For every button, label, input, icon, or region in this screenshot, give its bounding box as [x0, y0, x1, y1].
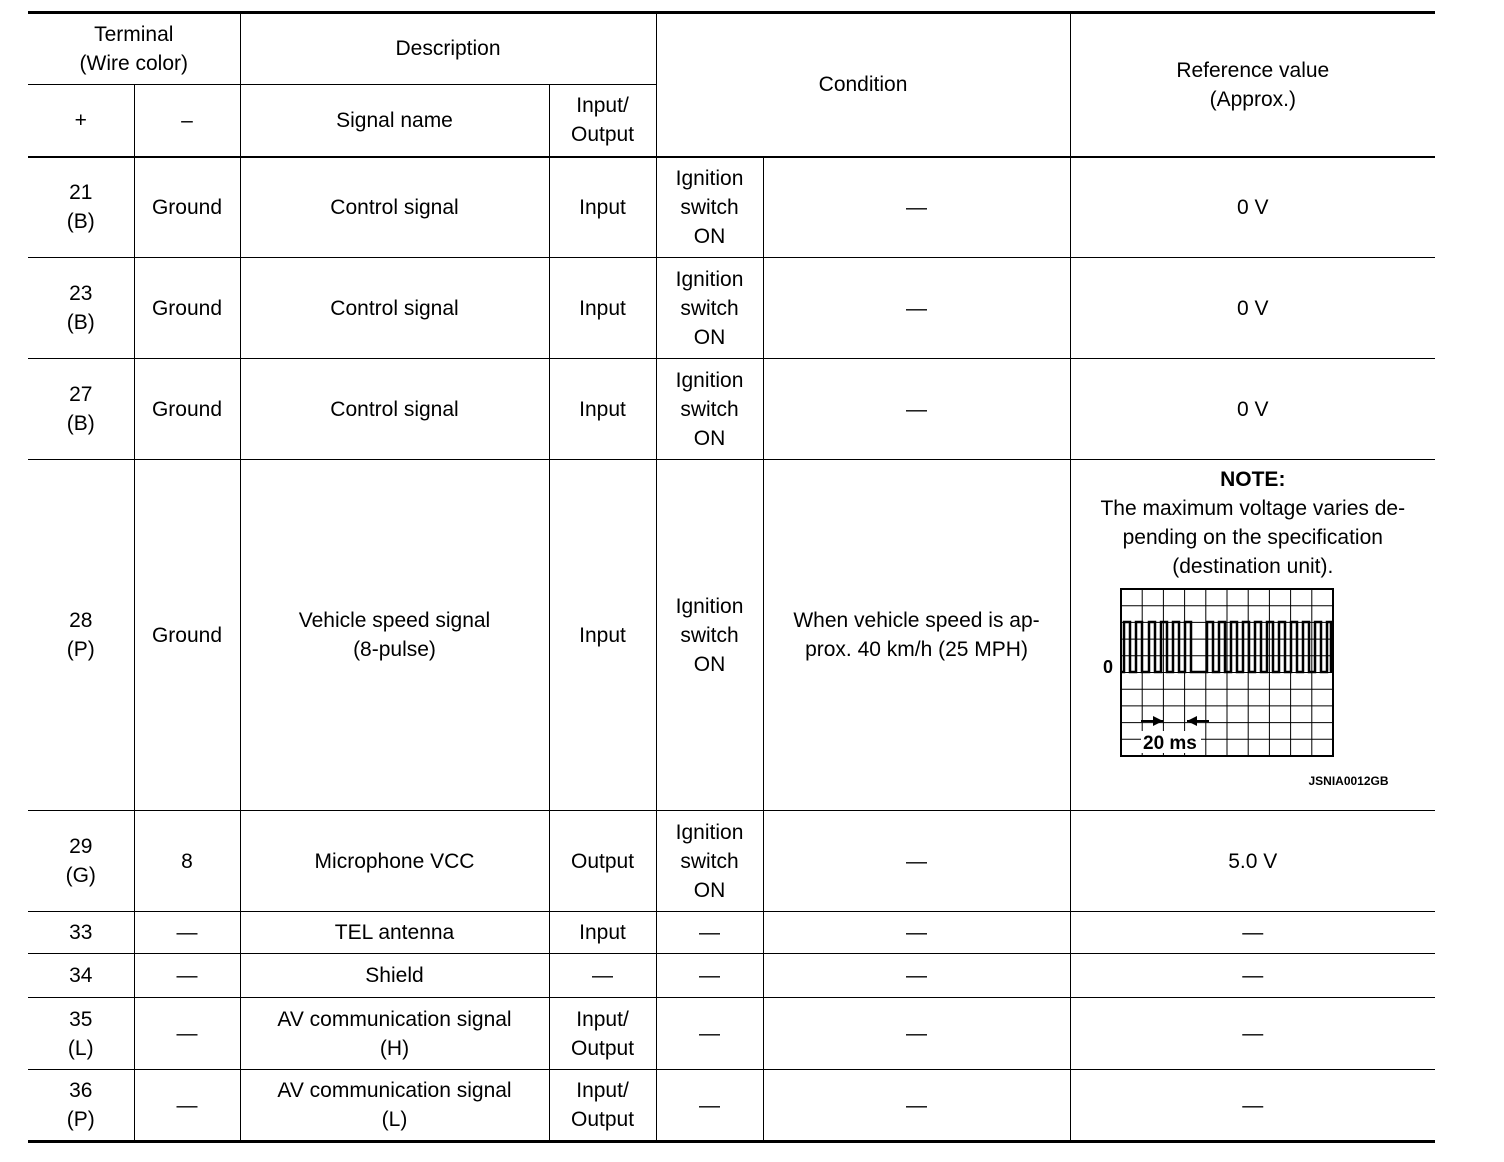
condition-line: ON — [693, 325, 726, 349]
header-terminal-label: Terminal — [94, 23, 174, 46]
header-io-line1: Input/ — [576, 94, 629, 118]
io-cell: Input — [549, 157, 656, 258]
io-line: Output — [570, 1036, 635, 1060]
signal-name-line: Vehicle speed signal — [298, 609, 491, 632]
reference-note-cell — [1070, 460, 1435, 811]
header-reference-label: Reference value — [1176, 58, 1330, 82]
wire-color: (B) — [66, 412, 95, 435]
condition-detail-cell — [763, 460, 1070, 811]
condition-cell: — — [656, 1070, 763, 1142]
signal-name-line: AV communication signal — [277, 1007, 512, 1031]
header-signal-name: Signal name — [240, 85, 549, 157]
condition-cell: — — [656, 998, 763, 1070]
waveform-zero-label: 0 — [1102, 656, 1113, 677]
io-cell: Output — [549, 811, 656, 912]
header-input-output — [549, 85, 656, 157]
header-description: Description — [240, 13, 656, 85]
ground-cell: — — [134, 912, 240, 954]
signal-name-cell: Microphone VCC — [240, 811, 549, 912]
waveform-time-label: 20 ms — [1142, 732, 1197, 754]
condition-line: switch — [680, 296, 739, 320]
reference-value-cell: 5.0 V — [1070, 811, 1435, 912]
signal-name-cell: Control signal — [240, 258, 549, 359]
reference-value-cell: — — [1070, 912, 1435, 954]
terminal-cell — [28, 1070, 134, 1142]
condition-detail-cell: — — [763, 1070, 1070, 1142]
ground-cell: 8 — [134, 811, 240, 912]
condition-cell: — — [656, 954, 763, 998]
ground-cell: — — [134, 954, 240, 998]
condition-detail-cell: — — [763, 157, 1070, 258]
condition-line: ON — [693, 652, 726, 676]
table-row — [28, 359, 1435, 460]
terminal-number: 21 — [69, 181, 93, 205]
table-row — [28, 157, 1435, 258]
condition-line: switch — [680, 623, 739, 647]
terminal-number: 27 — [69, 383, 93, 406]
header-approx-label: (Approx.) — [1209, 87, 1296, 111]
reference-value-cell: 0 V — [1070, 258, 1435, 359]
reference-value-cell: — — [1070, 954, 1435, 998]
condition-detail-cell: — — [763, 359, 1070, 460]
io-cell — [549, 998, 656, 1070]
terminal-cell: 34 — [28, 954, 134, 998]
signal-name-line: (L) — [381, 1108, 408, 1131]
wire-color: (G) — [65, 864, 96, 887]
condition-line: Ignition — [675, 267, 744, 291]
condition-detail-line: prox. 40 km/h (25 MPH) — [805, 638, 1028, 661]
condition-detail-cell: — — [763, 954, 1070, 998]
io-cell: Input — [549, 359, 656, 460]
table-row — [28, 1070, 1435, 1142]
condition-line: ON — [693, 224, 726, 248]
condition-detail-cell: — — [763, 998, 1070, 1070]
note-line: (destination unit). — [1172, 554, 1334, 578]
ground-cell: — — [134, 998, 240, 1070]
reference-value-cell: 0 V — [1070, 359, 1435, 460]
terminal-cell: 33 — [28, 912, 134, 954]
condition-cell — [656, 460, 763, 811]
reference-value-cell: — — [1070, 1070, 1435, 1142]
io-cell: — — [549, 954, 656, 998]
signal-name-cell — [240, 1070, 549, 1142]
wire-color: (B) — [66, 210, 95, 234]
header-minus: – — [134, 85, 240, 157]
header-reference-value — [1070, 13, 1435, 157]
terminal-cell — [28, 998, 134, 1070]
reference-value-cell: 0 V — [1070, 157, 1435, 258]
io-line: Input/ — [576, 1079, 629, 1102]
terminal-number: 29 — [69, 835, 93, 858]
table-row — [28, 954, 1435, 998]
condition-line: Ignition — [675, 820, 744, 844]
io-cell: Input — [549, 258, 656, 359]
terminal-cell — [28, 359, 134, 460]
ground-cell: Ground — [134, 258, 240, 359]
condition-line: ON — [693, 426, 726, 450]
wire-color: (P) — [66, 638, 95, 661]
wire-color: (L) — [67, 1036, 94, 1060]
terminal-number: 28 — [69, 609, 93, 632]
condition-cell — [656, 157, 763, 258]
signal-name-cell: Control signal — [240, 359, 549, 460]
signal-name-line: (8-pulse) — [353, 638, 436, 661]
table-row — [28, 811, 1435, 912]
io-cell: Input — [549, 460, 656, 811]
condition-line: switch — [680, 195, 739, 219]
header-wire-color-label: (Wire color) — [79, 52, 188, 75]
terminal-cell — [28, 157, 134, 258]
condition-cell — [656, 258, 763, 359]
table-row — [28, 998, 1435, 1070]
condition-detail-cell: — — [763, 258, 1070, 359]
condition-detail-cell: — — [763, 912, 1070, 954]
io-cell — [549, 1070, 656, 1142]
table-row — [28, 912, 1435, 954]
header-io-line2: Output — [570, 123, 635, 147]
ground-cell: — — [134, 1070, 240, 1142]
condition-line: ON — [693, 878, 726, 902]
signal-name-cell — [240, 998, 549, 1070]
terminal-cell — [28, 258, 134, 359]
terminal-cell — [28, 811, 134, 912]
terminal-number: 35 — [69, 1007, 93, 1031]
signal-name-line: AV communication signal — [277, 1079, 512, 1102]
header-plus: + — [28, 85, 134, 157]
terminal-number: 23 — [69, 282, 93, 305]
condition-detail-line: When vehicle speed is ap- — [793, 609, 1040, 632]
io-line: Input/ — [576, 1007, 629, 1031]
condition-line: Ignition — [675, 368, 744, 392]
terminal-reference-table — [28, 11, 1435, 1143]
condition-line: Ignition — [675, 166, 744, 190]
ground-cell: Ground — [134, 359, 240, 460]
table-row — [28, 460, 1435, 811]
figure-code: JSNIA0012GB — [1308, 773, 1389, 788]
header-condition: Condition — [656, 13, 1070, 157]
header-terminal — [28, 13, 240, 85]
signal-name-line: (H) — [379, 1036, 410, 1060]
signal-name-cell: Shield — [240, 954, 549, 998]
signal-name-cell: Control signal — [240, 157, 549, 258]
note-line: The maximum voltage varies de- — [1100, 496, 1406, 520]
condition-line: switch — [680, 849, 739, 873]
condition-detail-cell: — — [763, 811, 1070, 912]
condition-line: switch — [680, 397, 739, 421]
waveform-figure — [1075, 581, 1395, 806]
ground-cell: Ground — [134, 157, 240, 258]
condition-line: Ignition — [675, 594, 744, 618]
io-line: Output — [570, 1108, 635, 1131]
condition-cell: — — [656, 912, 763, 954]
wire-color: (P) — [66, 1108, 95, 1131]
reference-value-cell: — — [1070, 998, 1435, 1070]
condition-cell — [656, 359, 763, 460]
note-line: pending on the specification — [1122, 525, 1383, 549]
condition-cell — [656, 811, 763, 912]
note-title: NOTE: — [1220, 467, 1286, 491]
io-cell: Input — [549, 912, 656, 954]
signal-name-cell: TEL antenna — [240, 912, 549, 954]
terminal-cell — [28, 460, 134, 811]
terminal-number: 36 — [69, 1079, 93, 1102]
ground-cell: Ground — [134, 460, 240, 811]
wire-color: (B) — [66, 311, 95, 334]
signal-name-cell — [240, 460, 549, 811]
table-row — [28, 258, 1435, 359]
